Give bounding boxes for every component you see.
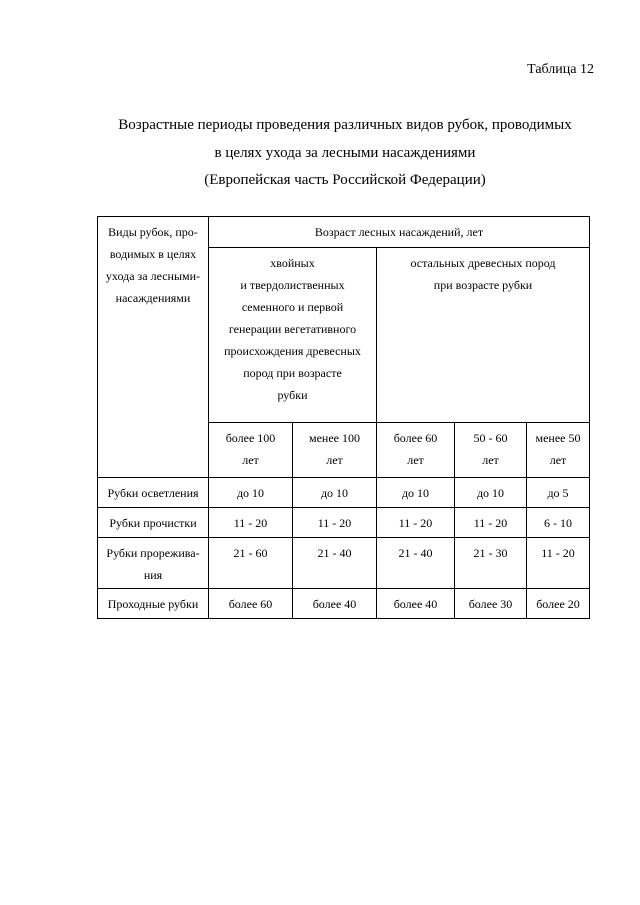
row-name-cell: Рубки прорежива- ния xyxy=(98,538,209,589)
value-cell: более 40 xyxy=(293,589,377,619)
value-cell: 21 - 40 xyxy=(293,538,377,589)
value-cell: более 40 xyxy=(377,589,455,619)
value-cell: более 60 xyxy=(209,589,293,619)
value-cell: до 10 xyxy=(455,478,527,508)
value-cell: 11 - 20 xyxy=(209,508,293,538)
value-cell: 21 - 30 xyxy=(455,538,527,589)
value-cell: до 5 xyxy=(527,478,590,508)
forest-age-header: Возраст лесных насаждений, лет xyxy=(209,217,590,248)
value-cell: до 10 xyxy=(293,478,377,508)
cutting-type-header: Виды рубок, про- водимых в целях ухода за лесными- насаждениями xyxy=(98,217,209,478)
row-name-cell: Рубки прочистки xyxy=(98,508,209,538)
value-cell: 21 - 60 xyxy=(209,538,293,589)
title-line-1: Возрастные периоды проведения различных видов рубок, проводимых xyxy=(118,117,572,133)
other-species-group-header: остальных древесных пород при возрасте рубки xyxy=(377,248,590,423)
value-cell: 11 - 20 xyxy=(527,538,590,589)
value-cell: 11 - 20 xyxy=(455,508,527,538)
value-cell: более 20 xyxy=(527,589,590,619)
sub-header-cell: более 100 лет xyxy=(209,423,293,478)
sub-header-cell: 50 - 60 лет xyxy=(455,423,527,478)
title-line-2: в целях ухода за лесными насаждениями xyxy=(214,144,476,161)
table-row xyxy=(98,589,590,619)
value-cell: 6 - 10 xyxy=(527,508,590,538)
table-row xyxy=(98,508,590,538)
cutting-age-table xyxy=(97,216,590,619)
row-name-cell: Рубки осветления xyxy=(98,478,209,508)
sub-header-cell: менее 100 лет xyxy=(293,423,377,478)
row-name-cell: Проходные рубки xyxy=(98,589,209,619)
document-title xyxy=(0,112,640,195)
title-line-3: (Европейская часть Российской Федерации) xyxy=(204,172,486,188)
value-cell: более 30 xyxy=(455,589,527,619)
sub-header-cell: менее 50 лет xyxy=(527,423,590,478)
value-cell: 11 - 20 xyxy=(293,508,377,538)
value-cell: до 10 xyxy=(209,478,293,508)
value-cell: 21 - 40 xyxy=(377,538,455,589)
conifer-hardwood-group-header: хвойных и твердолиственных семенного и первой генерации вегетативного происхождения древесных пород при возрасте рубки xyxy=(209,248,377,423)
sub-header-cell: более 60 лет xyxy=(377,423,455,478)
table-row xyxy=(98,478,590,508)
table-number-label: Таблица 12 xyxy=(527,62,594,77)
table-row xyxy=(98,538,590,589)
value-cell: 11 - 20 xyxy=(377,508,455,538)
value-cell: до 10 xyxy=(377,478,455,508)
